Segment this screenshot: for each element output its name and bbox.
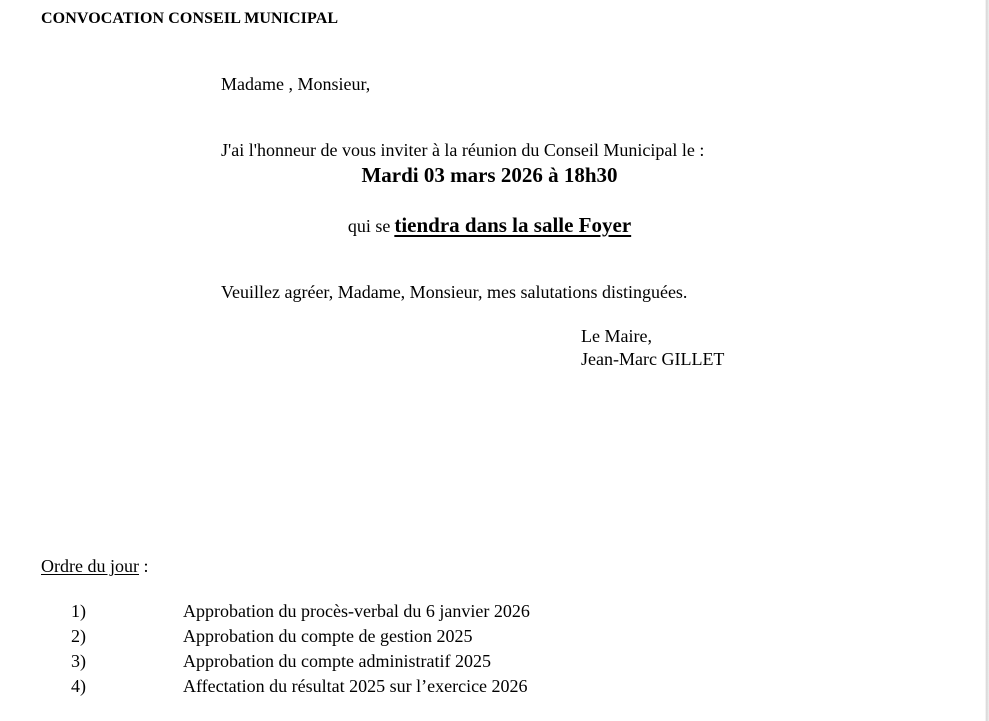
agenda-item-text: Approbation du procès-verbal du 6 janvier 2026 bbox=[183, 601, 530, 621]
meeting-place-prefix: qui se bbox=[347, 216, 391, 236]
meeting-date-time: Mardi 03 mars 2026 à 18h30 bbox=[361, 163, 618, 187]
agenda-item-number: 4) bbox=[71, 676, 86, 696]
meeting-place-line bbox=[0, 212, 979, 241]
meeting-place-venue: tiendra dans la salle Foyer bbox=[394, 213, 632, 237]
closing-formula: Veuillez agréer, Madame, Monsieur, mes salutations distinguées. bbox=[221, 282, 688, 302]
salutation: Madame , Monsieur, bbox=[221, 74, 371, 94]
document-title: CONVOCATION CONSEIL MUNICIPAL bbox=[41, 10, 339, 27]
signature-name: Jean-Marc GILLET bbox=[581, 349, 725, 369]
agenda-item-text: Approbation du compte administratif 2025 bbox=[183, 651, 491, 671]
agenda-item-text: Affectation du résultat 2025 sur l’exercice 2026 bbox=[183, 676, 528, 696]
agenda-heading-label: Ordre du jour bbox=[41, 556, 139, 576]
agenda-item-text: Approbation du compte de gestion 2025 bbox=[183, 626, 473, 646]
signature-role: Le Maire, bbox=[581, 326, 652, 346]
page-edge-border bbox=[985, 0, 989, 721]
agenda-heading bbox=[41, 555, 149, 577]
agenda-item-number: 1) bbox=[71, 601, 86, 621]
signature-block bbox=[581, 325, 724, 371]
agenda-heading-suffix: : bbox=[138, 556, 149, 576]
agenda-item-number: 3) bbox=[71, 651, 86, 671]
invitation-text: J'ai l'honneur de vous inviter à la réunion du Conseil Municipal le : bbox=[221, 140, 705, 160]
agenda-item-number: 2) bbox=[71, 626, 86, 646]
